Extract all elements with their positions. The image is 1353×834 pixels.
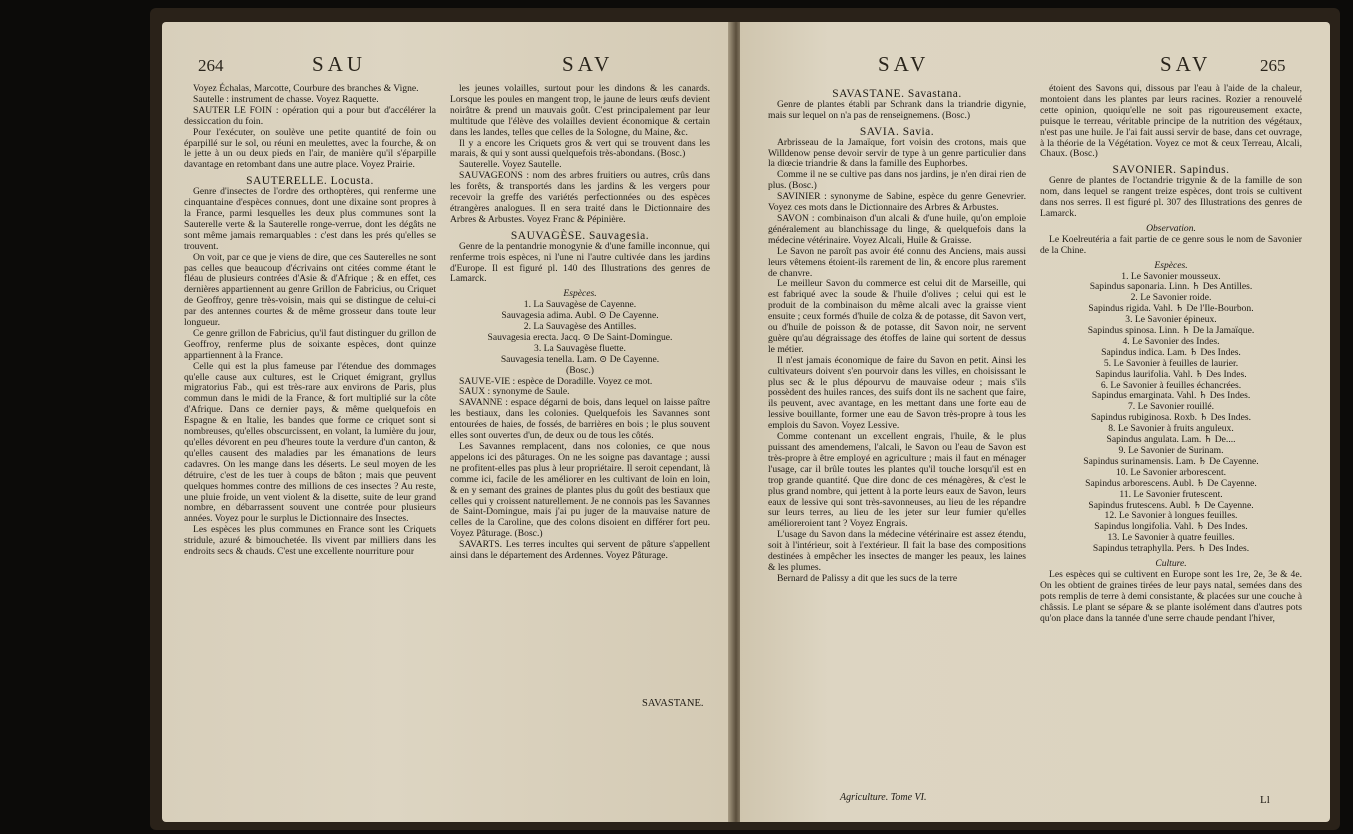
paragraph: Genre de plantes de l'octandrie trigynie & de la famille de son nom, dans lequel se rangent treize espèces, dont trois se cultivent dans nos serres. Il est figuré pl. 307 des Illustrations des genres de Lamarck.: [1040, 175, 1302, 219]
section-heading: SAUVAGÈSE. Sauvagesia.: [510, 229, 650, 242]
list-entry: Sapindus rubiginosa. Roxb. ♄ Des Indes.: [1091, 412, 1251, 424]
list-entry: 3. La Sauvagèse fluette.: [534, 342, 626, 354]
list-entry: 8. Le Savonier à fruits anguleux.: [1108, 423, 1234, 435]
paragraph: SAUVAGEONS : nom des arbres fruitiers ou autres, crûs dans les forêts, & transportés dans les jardins & les vergers pour recevoir la greffe des variétés perfectionnées ou des espèces étrangères analogues. Il en sera traité dans le Dictionnaire des Arbres & Arbustes. Voyez Franc & Pépinière.: [450, 170, 710, 225]
list-entry: 3. Le Savonier épineux.: [1125, 314, 1217, 326]
section-heading: SAVASTANE. Savastana.: [832, 88, 962, 100]
paragraph: SAUTER LE FOIN : opération qui a pour but d'accélérer la dessiccation du foin.: [184, 104, 436, 127]
list-entry: 12. Le Savonier à longues feuilles.: [1104, 510, 1238, 522]
paragraph: Comme contenant un excellent engrais, l'huile, & le plus puissant des amendemens, l'alcali, le Savon ou l'eau de Savon est très-propre à être employé en agriculture ; mais il faut en ménager l'usage, car il brûle toutes les plantes qu'il touche lorsqu'il est en trop grande quantité. Que dire donc de ces ménagères, & c'est le plus grand nombre, qui jettent à la porte leurs eaux de Savon, leurs eaux de lessive qui sont très-savonneuses, au lieu de les répandre sur leurs terres, au lieu de les jeter sur leur fumier qu'elles amélioreroient tant ? Voyez Engrais.: [768, 431, 1026, 530]
list-entry: 1. La Sauvagèse de Cayenne.: [523, 299, 637, 311]
list-entry: 4. Le Savonier des Indes.: [1122, 335, 1220, 347]
list-entry: Sauvagesia erecta. Jacq. ⊙ De Saint-Domingue.: [487, 331, 673, 343]
list-entry: (Bosc.): [566, 364, 594, 376]
subheading: Culture.: [1155, 558, 1187, 570]
section-heading: SAUTERELLE. Locusta.: [246, 175, 374, 188]
footer-note: Agriculture. Tome VI.: [840, 792, 927, 803]
paragraph: Le Savon ne paroît pas avoir été connu des Anciens, mais aussi leurs vêtemens étoient-ils rarement de lin, & encore plus rarement de chanvre.: [768, 245, 1026, 279]
paragraph: Genre de plantes établi par Schrank dans la triandrie digynie, mais sur lequel on n'a pas de renseignemens. (Bosc.): [768, 98, 1026, 121]
paragraph: Genre de la pentandrie monogynie & d'une famille inconnue, qui renferme trois espèces, ni l'une ni l'autre cultivée dans les jardins d'Europe. Il est figuré pl. 140 des Illustrations des genres de Lamarck.: [450, 240, 710, 285]
list-entry: Sapindus saponaria. Linn. ♄ Des Antilles.: [1089, 281, 1253, 293]
list-entry: 6. Le Savonier à feuilles échancrées.: [1100, 379, 1242, 391]
paragraph: Bernard de Palissy a dit que les sucs de la terre: [777, 572, 958, 584]
list-entry: 2. La Sauvagèse des Antilles.: [523, 321, 637, 333]
paragraph: SAVANNE : espace dégarni de bois, dans lequel on laisse paître les bestiaux, dans les colonies. Quelquefois les Savannes sont entourées de haies, de fossés, de barrières en bois ; le plus souvent elles sont ouvertes d'un, de deux ou de tous les côtés.: [450, 397, 710, 442]
paragraph: Sautelle : instrument de chasse. Voyez Raquette.: [193, 93, 379, 105]
paragraph: SAVON : combinaison d'un alcali & d'une huile, qu'on emploie généralement au blanchissage du linge, & quelquefois dans la médecine vétérinaire. Voyez Alcali, Huile & Graisse.: [768, 212, 1026, 246]
list-entry: Sapindus arborescens. Aubl. ♄ De Cayenne.: [1085, 477, 1257, 489]
running-head-left: SAV: [878, 52, 930, 76]
paragraph: Sauterelle. Voyez Sautelle.: [459, 159, 562, 171]
list-entry: Sapindus laurifolia. Vahl. ♄ Des Indes.: [1095, 368, 1247, 380]
section-heading: SAVIA. Savia.: [859, 125, 935, 138]
paragraph: SAUVE-VIE : espèce de Doradille. Voyez ce mot.: [459, 375, 653, 387]
paragraph: L'usage du Savon dans la médecine vétérinaire est assez étendu, soit à l'intérieur, soit à l'extérieur. Il fait la base des compositions destinées à empêcher les insectes de manger les peaux, les laines & les plumes.: [768, 529, 1026, 573]
list-entry: 9. Le Savonier de Surinam.: [1118, 445, 1224, 456]
paragraph: Les espèces qui se cultivent en Europe sont les 1re, 2e, 3e & 4e. On les obtient de graines tirées de leur pays natal, semées dans des pots remplis de terre à demi consistante, & placées sur une couche à châssis. Le plant se sépare & se plante isolément dans d'autres pots qu'on place dans la tannée d'une serre chaude pendant l'hiver,: [1040, 568, 1302, 624]
paragraph: Les espèces les plus communes en France sont les Criquets stridule, azuré & bimouchetée. Ils vivent par milliers dans les endroits secs & chauds. C'est une excellente nourriture pour: [184, 524, 436, 558]
paragraph: Arbrisseau de la Jamaïque, fort voisin des crotons, mais que Willdenow pense devoir servir de type à un genre particulier dans la diœcie triandrie & dans la famille des Euphorbes.: [768, 136, 1026, 170]
paragraph: Voyez Échalas, Marcotte, Courbure des branches & Vigne.: [193, 83, 419, 94]
list-entry: Sapindus surinamensis. Lam. ♄ De Cayenne.: [1083, 455, 1259, 467]
paragraph: Le Koelreutéria a fait partie de ce genre sous le nom de Savonier de la Chine.: [1040, 233, 1302, 256]
list-entry: 10. Le Savonier arborescent.: [1115, 466, 1227, 478]
paragraph: Le meilleur Savon du commerce est celui dit de Marseille, qui est fabriqué avec la soude & l'huile d'olives ; celui qui est le produit de la combinaison du même alcali avec la graisse vient ensuite ; ceux formés d'huile de colza & de potasse, dit Savon vert, ou d'huile de poisson & de potasse, dit Savon noir, ne servent guère qu'au dégraissage des étoffes de laine qui sortent de dessus le métier.: [768, 278, 1026, 355]
list-entry: 1. Le Savonier mousseux.: [1121, 270, 1221, 282]
list-entry: Sapindus emarginata. Vahl. ♄ Des Indes.: [1091, 390, 1251, 402]
list-entry: 2. Le Savonier roide.: [1130, 292, 1212, 304]
left-page: [162, 22, 732, 822]
list-entry: Sapindus angulata. Lam. ♄ De....: [1106, 434, 1236, 446]
section-heading: SAVONIER. Sapindus.: [1112, 164, 1230, 177]
paragraph: Ce genre grillon de Fabricius, qu'il faut distinguer du grillon de Geoffroy, renferme plus de soixante espèces, dont quinze appartiennent à la France.: [184, 327, 436, 361]
paragraph: Il n'est jamais économique de faire du Savon en petit. Ainsi les cultivateurs doivent s'en pourvoir dans les villes, en choisissant le plus sec & le plus dépourvu de mauvaise odeur ; mais s'ils possèdent des huiles rances, des suifs dont ils ne sachent que faire, ils peuvent, avec avantage, en les mettant dans une forte eau de lessive bouillante, former une eau de Savon très-propre à tous les emplois du Savon. Voyez Lessive.: [768, 354, 1026, 432]
left-column-2: [450, 84, 710, 562]
list-entry: Sapindus frutescens. Aubl. ♄ De Cayenne.: [1088, 499, 1254, 511]
paragraph: Les Savannes remplacent, dans nos colonies, ce que nous appelons ici des pâturages. On ne les soigne pas davantage ; aussi ne profitent-elles pas plus à leur propriétaire. Il seroit cependant, là comme ici, facile de les améliorer en les cultivant de loin en loin, & en y semant des graines de plantes plus du goût des bestiaux que celles qui y croissent naturellement. Je ne connois pas les Savannes de Saint-Domingue, mais j'ai pu juger de la mauvaise nature de celles de la Caroline, que des colons disoient en différer fort peu. Voyez Pâturage. (Bosc.): [450, 441, 710, 540]
list-entry: Sapindus spinosa. Linn. ♄ De la Jamaïque.: [1087, 325, 1255, 337]
paragraph: Il y a encore les Criquets gros & vert qui se trouvent dans les marais, & qui y sont aussi quelquefois très-abondans. (Bosc.): [450, 137, 710, 160]
paragraph: SAVINIER : synonyme de Sabine, espèce du genre Genevrier. Voyez ces mots dans le Dictionnaire des Arbres & Arbustes.: [768, 191, 1026, 214]
list-entry: Sapindus indica. Lam. ♄ Des Indes.: [1101, 346, 1241, 358]
running-head-right: SAV: [562, 52, 614, 76]
list-entry: 7. Le Savonier rouillé.: [1127, 401, 1215, 413]
subheading: Espèces.: [563, 288, 597, 300]
list-entry: Sapindus longifolia. Vahl. ♄ Des Indes.: [1094, 521, 1248, 533]
catchword: SAVASTANE.: [642, 698, 704, 709]
paragraph: Pour l'exécuter, on soulève une petite quantité de foin ou éparpillé sur le sol, ou réuni en meulettes, avec la fourche, & on le jette à un ou deux pieds en l'air, de manière qu'il s'éparpille davantage en retombant dans une autre place. Voyez Prairie.: [184, 126, 436, 171]
paragraph: les jeunes volailles, surtout pour les dindons & les canards. Lorsque les poules en mangent trop, le jaune de leurs œufs devient noirâtre & prend un mauvais goût. C'est principalement par leur multitude que l'élève des volailles devient économique & certain dans les landes, telles que celles de la Sologne, du Maine, &c.: [450, 83, 710, 138]
running-head-left: SAU: [312, 52, 367, 76]
paragraph: SAUX : synonyme de Saule.: [459, 386, 570, 398]
paragraph: Comme il ne se cultive pas dans nos jardins, je n'en dirai rien de plus. (Bosc.): [768, 169, 1026, 192]
list-entry: Sapindus tetraphylla. Pers. ♄ Des Indes.: [1092, 543, 1250, 555]
right-page: [740, 22, 1330, 822]
paragraph: On voit, par ce que je viens de dire, que ces Sauterelles ne sont pas celles que beaucoup d'écrivains ont citées comme étant le fléau de plusieurs contrées d'Asie & d'Afrique ; & en effet, ces dernières appartiennent au genre Grillon de Fabricius, ou Criquet de Geoffroy, genre très-voisin, mais qui se distingue de celui-ci par des antennes courtes & de même grosseur dans toute leur longueur.: [184, 251, 436, 329]
running-head-right: SAV: [1160, 52, 1212, 76]
paragraph: Celle qui est la plus fameuse par l'étendue des dommages qu'elle cause aux cultures, est le Criquet émigrant, gryllus migratorius Fab., qui est très-rare aux environs de Paris, plus commun dans le midi de la France, & fort multiplié sur la côte d'Afrique. Dans ce dernier pays, & même quelquefois en Espagne & en Italie, les bandes que forme ce criquet sont si nombreuses, qu'elles obscurcissent, en volant, la lumière du jour, qu'elles dévorent en peu d'heures toute la verdure d'un canton, & qu'elles causent des maladies par les émanations de leurs cadavres. On les mange dans les déserts. Le seul moyen de les détruire, c'est de les tuer à coups de bâton ; mais que peuvent quelques hommes contre des millions de ces insectes ? Au reste, une pluie froide, un vent violent & la disette, suite de leur grand nombre, en débarrassent souvent une contrée pour plusieurs années. Voyez pour le surplus le Dictionnaire des Insectes.: [184, 360, 436, 525]
list-entry: Sauvagesia tenella. Lam. ⊙ De Cayenne.: [500, 353, 660, 365]
subheading: Observation.: [1146, 222, 1196, 234]
list-entry: 5. Le Savonier à feuilles de laurier.: [1103, 357, 1239, 369]
paragraph: SAVARTS. Les terres incultes qui servent de pâture s'appellent ainsi dans le département des Ardennes. Voyez Pâturage.: [450, 539, 710, 562]
page-number: 264: [198, 56, 224, 75]
page-number: 265: [1260, 56, 1286, 75]
list-entry: 13. Le Savonier à quatre feuilles.: [1107, 532, 1235, 544]
book-spread: [150, 8, 1340, 830]
left-column-1: [184, 84, 436, 558]
list-entry: Sauvagesia adima. Aubl. ⊙ De Cayenne.: [501, 310, 659, 322]
paragraph: Genre d'insectes de l'ordre des orthoptères, qui renferme une cinquantaine d'espèces connues, dont une dixaine sont propres à la France, parmi lesquelles les deux plus communes sont la Sauterelle verte & la Sauterelle ronge-verrue, dont les dégâts ne sont même jamais remarquables : c'est dans les prés qu'elles se trouvent.: [184, 186, 436, 252]
subheading: Espèces.: [1154, 259, 1188, 271]
right-column-1: [768, 84, 1026, 585]
list-entry: Sapindus rigida. Vahl. ♄ De l'Ile-Bourbon.: [1088, 303, 1254, 315]
right-column-2: [1040, 84, 1302, 625]
paragraph: étoient des Savons qui, dissous par l'eau à l'aide de la chaleur, montoient dans les plantes par leurs racines. Rozier a renouvelé cette opinion, quoiqu'elle ne soit pas rigoureusement exacte, puisque le terreau, véritable principe de la nutrition des végétaux, n'est pas une huile. Je l'ai fait aussi servir de base, dans cet ouvrage, à la théorie de la Végétation. Voyez ce mot & ceux Terreau, Alcali, Chaux. (Bosc.): [1040, 83, 1302, 160]
signature-mark: Ll: [1260, 794, 1270, 806]
list-entry: 11. Le Savonier frutescent.: [1119, 488, 1223, 500]
